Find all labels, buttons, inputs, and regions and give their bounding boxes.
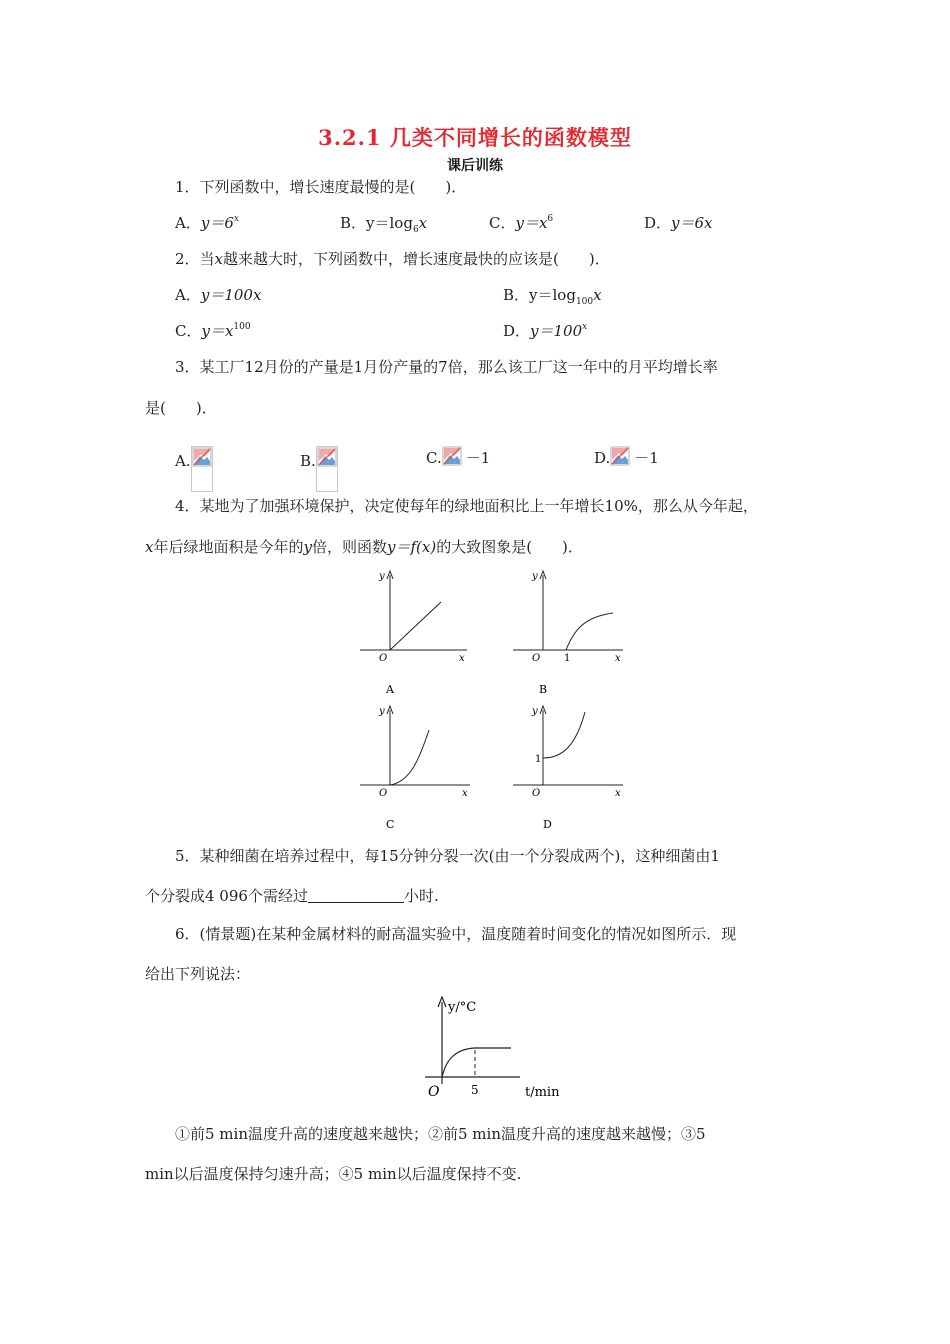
svg-text:x: x (615, 788, 621, 799)
answer-blank (308, 888, 404, 903)
svg-text:1: 1 (564, 653, 571, 664)
q3-option-c: C. －1 (426, 446, 490, 468)
q4-stem-line1: 4．某地为了加强环境保护，决定使每年的绿地面积比上一年增长10%，那么从今年起， (175, 497, 758, 515)
q6-statements-line1: ①前5 min温度升高的速度越来越快；②前5 min温度升高的速度越来越慢；③5 (175, 1125, 706, 1143)
svg-text:O: O (532, 653, 541, 664)
q2-option-d: D．$y=100^x$ (503, 322, 588, 340)
svg-text:B: B (539, 683, 548, 696)
q4-graph-b (508, 565, 633, 700)
svg-text:x: x (462, 788, 468, 799)
q6-statements-line2: min以后温度保持匀速升高；④5 min以后温度保持不变. (145, 1165, 522, 1183)
svg-text:O: O (379, 788, 388, 799)
q2-option-a: A．y＝100x (175, 286, 262, 304)
q4-graph-c (355, 700, 480, 835)
broken-image-icon (442, 446, 462, 466)
svg-text:y: y (532, 706, 538, 717)
svg-text:y: y (379, 571, 385, 582)
q6-temperature-graph (415, 992, 585, 1104)
q3-stem-line1: 3．某工厂12月份的产量是1月份产量的7倍，那么该工厂这一年中的月平均增长率 (175, 358, 718, 376)
q1-option-c: C．$y=x^6$ (489, 214, 554, 232)
q2-option-b: B．$y=\log_{100}x$ (503, 286, 602, 307)
q4-graph-a (355, 565, 475, 700)
svg-text:1: 1 (535, 754, 542, 765)
svg-text:x: x (459, 653, 465, 664)
q6-line2: 给出下列说法： (145, 965, 251, 983)
q1-option-d: D．y＝6x (644, 214, 713, 232)
broken-image-icon (610, 446, 630, 466)
page-title: 3.2.1 几类不同增长的函数模型 (318, 125, 632, 150)
svg-text:y/°C: y/°C (448, 1000, 477, 1015)
q6-line1: 6．(情景题)在某种金属材料的耐高温实验中，温度随着时间变化的情况如图所示．现 (175, 925, 737, 943)
q3-option-b: B. (300, 446, 338, 492)
broken-image-icon (191, 446, 213, 492)
svg-text:y: y (379, 706, 385, 717)
svg-text:x: x (615, 653, 621, 664)
svg-text:C: C (386, 818, 395, 831)
q1-option-b: B．$y=\log_6x$ (340, 214, 428, 235)
svg-text:O: O (532, 788, 541, 799)
q1-option-a: A．$y=6^x$ (175, 214, 239, 232)
svg-text:A: A (386, 683, 394, 696)
q5-line2: 个分裂成4 096个需经过 小时. (145, 887, 439, 905)
q2-option-c: C．$y=x^{100}$ (175, 322, 251, 340)
q5-line1: 5．某种细菌在培养过程中，每15分钟分裂一次(由一个分裂成两个)，这种细菌由1 (175, 847, 720, 865)
q2-stem: 2．当x越来越大时，下列函数中，增长速度最快的应该是( )． (175, 250, 610, 268)
svg-text:O: O (428, 1084, 440, 1100)
broken-image-icon (316, 446, 338, 492)
svg-text:t/min: t/min (525, 1085, 560, 1100)
svg-text:5: 5 (471, 1083, 479, 1097)
svg-text:y: y (532, 571, 538, 582)
svg-text:O: O (379, 653, 388, 664)
q3-option-d: D. －1 (594, 446, 659, 468)
q4-graph-d (508, 700, 633, 835)
svg-text:D: D (543, 818, 552, 831)
q4-stem-line2: x年后绿地面积是今年的y倍，则函数y＝f(x)的大致图象是( )． (145, 538, 583, 556)
page-subtitle: 课后训练 (447, 158, 503, 174)
q3-option-a: A. (175, 446, 213, 492)
q1-stem: 1．下列函数中，增长速度最慢的是( )． (175, 178, 467, 196)
q3-stem-line2: 是( )． (145, 399, 217, 417)
